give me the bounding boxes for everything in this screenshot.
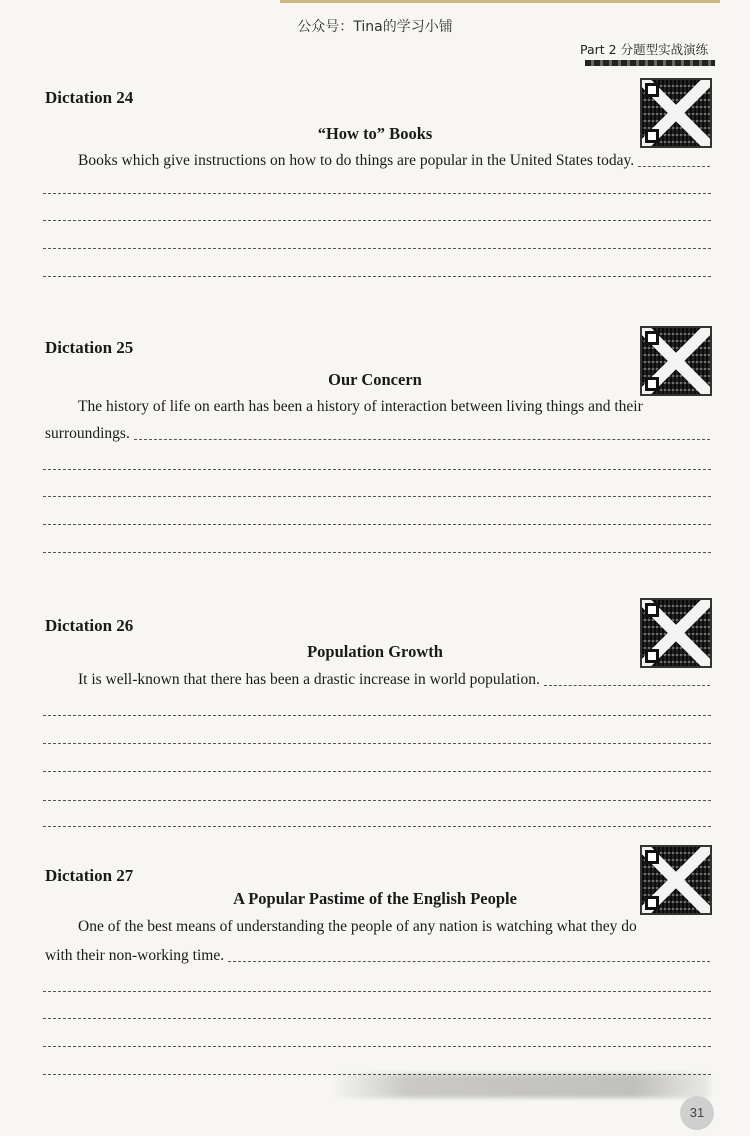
dictation-24-title: Dictation 24 — [45, 88, 134, 107]
scan-shadow — [330, 1074, 710, 1098]
dictation-25-text — [45, 398, 710, 416]
answer-line[interactable] — [43, 248, 711, 249]
dictation-25-title: Dictation 25 — [45, 338, 134, 357]
answer-line[interactable] — [43, 1018, 711, 1019]
answer-blank[interactable] — [638, 165, 710, 167]
dictation-27-text — [45, 918, 710, 936]
dictation-27-line-1: One of the best means of understanding the people of any nation is watching what they do — [78, 918, 637, 935]
answer-line[interactable] — [43, 991, 711, 992]
dictation-27-title: Dictation 27 — [45, 866, 134, 885]
answer-line[interactable] — [43, 826, 711, 827]
watermark-text: 公众号：Tina的学习小铺 — [297, 19, 453, 35]
top-edge-line — [280, 0, 720, 3]
dictation-26-title: Dictation 26 — [45, 616, 134, 635]
answer-line[interactable] — [43, 800, 711, 801]
dictation-25-line-1: The history of life on earth has been a history of interaction between living things and their — [78, 398, 643, 415]
dictation-27-text-2 — [45, 947, 710, 965]
dictation-25-text-2 — [45, 425, 710, 443]
answer-blank[interactable] — [134, 438, 710, 440]
answer-line[interactable] — [43, 552, 711, 553]
dictation-24-line-1: Books which give instructions on how to do things are popular in the United States today. — [78, 152, 635, 169]
answer-line[interactable] — [43, 193, 711, 194]
answer-line[interactable] — [43, 469, 711, 470]
answer-line[interactable] — [43, 1046, 711, 1047]
dictation-24-text — [45, 152, 710, 170]
dictation-24-heading: “How to” Books — [317, 124, 433, 143]
dictation-25-heading: Our Concern — [328, 370, 422, 389]
answer-line[interactable] — [43, 276, 711, 277]
header-bar — [585, 60, 715, 66]
dictation-26-line-1: It is well-known that there has been a drastic increase in world population. — [78, 671, 540, 688]
part-label: Part 2 分题型实战演练 — [580, 42, 709, 57]
answer-blank[interactable] — [544, 684, 710, 686]
answer-line[interactable] — [43, 743, 711, 744]
dictation-27-heading: A Popular Pastime of the English People — [233, 889, 517, 908]
answer-line[interactable] — [43, 715, 711, 716]
answer-line[interactable] — [43, 524, 711, 525]
answer-line[interactable] — [43, 496, 711, 497]
page-number: 31 — [680, 1096, 714, 1130]
dictation-26-heading: Population Growth — [307, 642, 443, 661]
answer-line[interactable] — [43, 771, 711, 772]
dictation-27-line-2: with their non-working time. — [45, 947, 225, 964]
answer-line[interactable] — [43, 220, 711, 221]
dictation-26-text — [45, 671, 710, 689]
dictation-25-line-2: surroundings. — [45, 425, 130, 442]
answer-blank[interactable] — [228, 960, 710, 962]
